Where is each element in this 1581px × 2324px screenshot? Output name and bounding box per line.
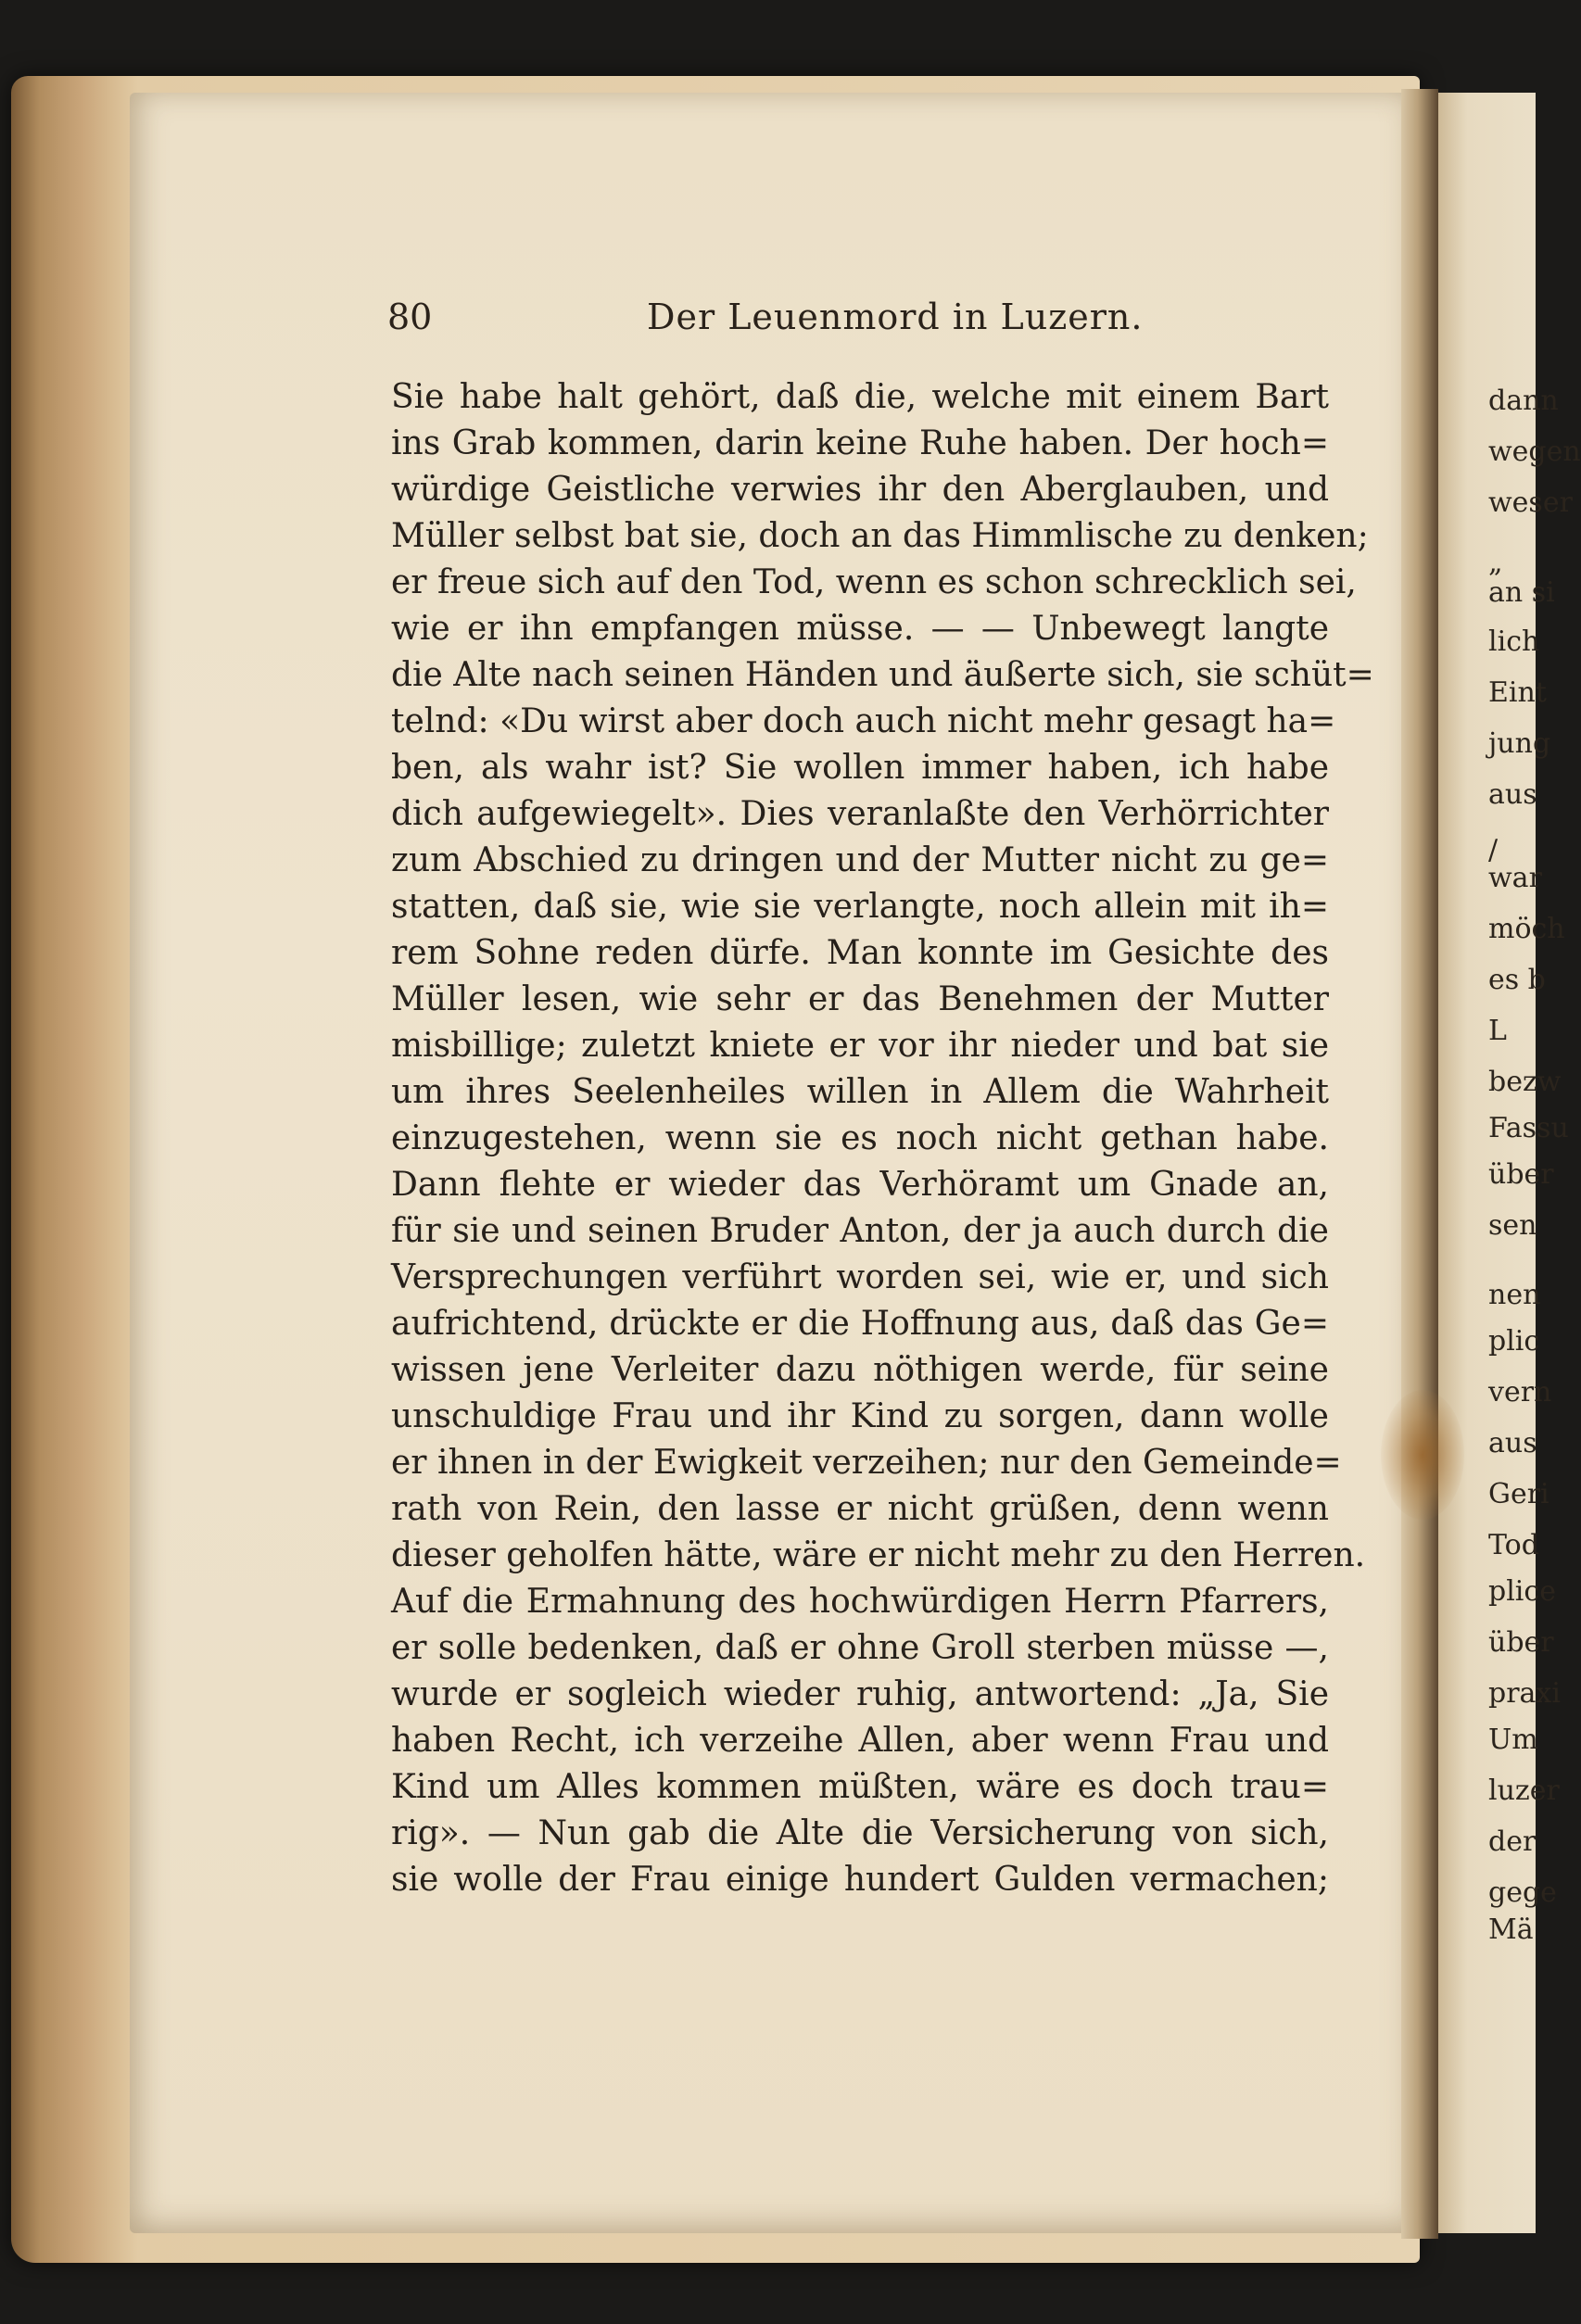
next-page-fragment: plice <box>1488 1575 1556 1608</box>
running-head: Der Leuenmord in Luzern. <box>647 297 1144 337</box>
text-line: er ihnen in der Ewigkeit verzeihen; nur den Gemeinde= <box>391 1444 1342 1482</box>
next-page-fragment: an si <box>1488 576 1555 609</box>
next-page-fragment: aus <box>1488 778 1537 811</box>
text-line: wie er ihn empfangen müsse. — — Unbewegt langte <box>391 610 1329 648</box>
next-page-fragment: über <box>1488 1626 1554 1659</box>
text-line: aufrichtend, drückte er die Hoffnung aus, daß das Ge= <box>391 1305 1329 1343</box>
text-line: Kind um Alles kommen müßten, wäre es doch trau= <box>391 1768 1329 1806</box>
next-page-fragment: Um <box>1488 1724 1538 1756</box>
text-line: einzugestehen, wenn sie es noch nicht gethan habe. <box>391 1119 1329 1157</box>
next-page-fragment: praxi <box>1488 1677 1561 1710</box>
next-page-fragment: dann <box>1488 385 1559 417</box>
text-line: sie wolle der Frau einige hundert Gulden vermachen; <box>391 1861 1329 1899</box>
next-page-fragment: Fassu <box>1488 1112 1569 1144</box>
next-page-fragment: war <box>1488 862 1542 894</box>
next-page-fragment: Geri <box>1488 1478 1549 1510</box>
text-line: rig». — Nun gab die Alte die Versicherung von sich, <box>391 1814 1329 1852</box>
next-page-fragment: über <box>1488 1158 1554 1191</box>
next-page-fragment: nen <box>1488 1279 1541 1311</box>
text-line: Dann flehte er wieder das Verhöramt um Gnade an, <box>391 1166 1329 1204</box>
text-line: dieser geholfen hätte, wäre er nicht mehr zu den Herren. <box>391 1536 1366 1574</box>
text-line: Müller selbst bat sie, doch an das Himmlische zu denken; <box>391 517 1369 555</box>
text-line: ins Grab kommen, darin keine Ruhe haben. Der hoch= <box>391 424 1329 462</box>
text-line: zum Abschied zu dringen und der Mutter nicht zu ge= <box>391 841 1329 879</box>
page-stain <box>1381 1390 1464 1520</box>
next-page-fragment: der <box>1488 1825 1537 1858</box>
text-line: rath von Rein, den lasse er nicht grüßen, denn wenn <box>391 1490 1329 1528</box>
text-line: Müller lesen, wie sehr er das Benehmen der Mutter <box>391 980 1329 1018</box>
text-line: für sie und seinen Bruder Anton, der ja auch durch die <box>391 1212 1329 1250</box>
next-page-fragment: Mä <box>1488 1914 1534 1946</box>
next-page-fragment: sen <box>1488 1209 1537 1242</box>
next-page-fragment: aus <box>1488 1427 1537 1459</box>
text-line: er freue sich auf den Tod, wenn es schon schrecklich sei, <box>391 563 1357 601</box>
page-number: 80 <box>387 297 433 337</box>
right-page-sliver <box>1438 93 1581 2233</box>
text-line: wissen jene Verleiter dazu nöthigen werde, für seine <box>391 1351 1329 1389</box>
next-page-fragment: L <box>1488 1015 1507 1047</box>
next-page-fragment: Tod <box>1488 1529 1539 1561</box>
next-page-fragment: plic <box>1488 1325 1540 1358</box>
next-page-fragment: „ <box>1488 547 1503 579</box>
next-page-fragment: jung <box>1488 727 1551 760</box>
text-line: ben, als wahr ist? Sie wollen immer haben, ich habe <box>391 749 1329 787</box>
next-page-fragment: es b <box>1488 964 1546 996</box>
next-page-fragment: gege <box>1488 1876 1557 1909</box>
next-page-fragment: weser <box>1488 486 1573 519</box>
text-line: würdige Geistliche verwies ihr den Aberglauben, und <box>391 471 1329 509</box>
text-line: Auf die Ermahnung des hochwürdigen Herrn Pfarrers, <box>391 1583 1329 1621</box>
text-line: dich aufgewiegelt». Dies veranlaßte den Verhörrichter <box>391 795 1329 833</box>
text-line: misbillige; zuletzt kniete er vor ihr nieder und bat sie <box>391 1027 1329 1065</box>
text-line: Versprechungen verführt worden sei, wie er, und sich <box>391 1258 1329 1296</box>
text-line: telnd: «Du wirst aber doch auch nicht mehr gesagt ha= <box>391 702 1336 740</box>
next-page-fragment: lich <box>1488 625 1540 658</box>
next-page-fragment: bezw <box>1488 1066 1562 1098</box>
text-line: unschuldige Frau und ihr Kind zu sorgen, dann wolle <box>391 1397 1329 1435</box>
next-page-fragment: möch <box>1488 913 1565 945</box>
page-header <box>387 297 1333 352</box>
text-line: haben Recht, ich verzeihe Allen, aber wenn Frau und <box>391 1722 1329 1760</box>
next-page-fragment: Eint <box>1488 676 1547 709</box>
text-line: er solle bedenken, daß er ohne Groll sterben müsse —, <box>391 1629 1329 1667</box>
text-line: die Alte nach seinen Händen und äußerte sich, sie schüt= <box>391 656 1374 694</box>
body-text <box>391 374 1374 1903</box>
text-line: wurde er sogleich wieder ruhig, antwortend: „Ja, Sie <box>391 1675 1329 1713</box>
text-line: um ihres Seelenheiles willen in Allem die Wahrheit <box>391 1073 1329 1111</box>
book-gutter <box>1401 89 1438 2239</box>
next-page-fragment: wegen <box>1488 436 1581 468</box>
text-line: statten, daß sie, wie sie verlangte, noch allein mit ih= <box>391 888 1329 926</box>
next-page-fragment: / <box>1488 834 1499 866</box>
text-line: Sie habe halt gehört, daß die, welche mit einem Bart <box>391 378 1329 416</box>
next-page-fragment: luzer <box>1488 1775 1560 1807</box>
text-line: rem Sohne reden dürfe. Man konnte im Gesichte des <box>391 934 1329 972</box>
next-page-fragment: vern <box>1488 1376 1552 1408</box>
